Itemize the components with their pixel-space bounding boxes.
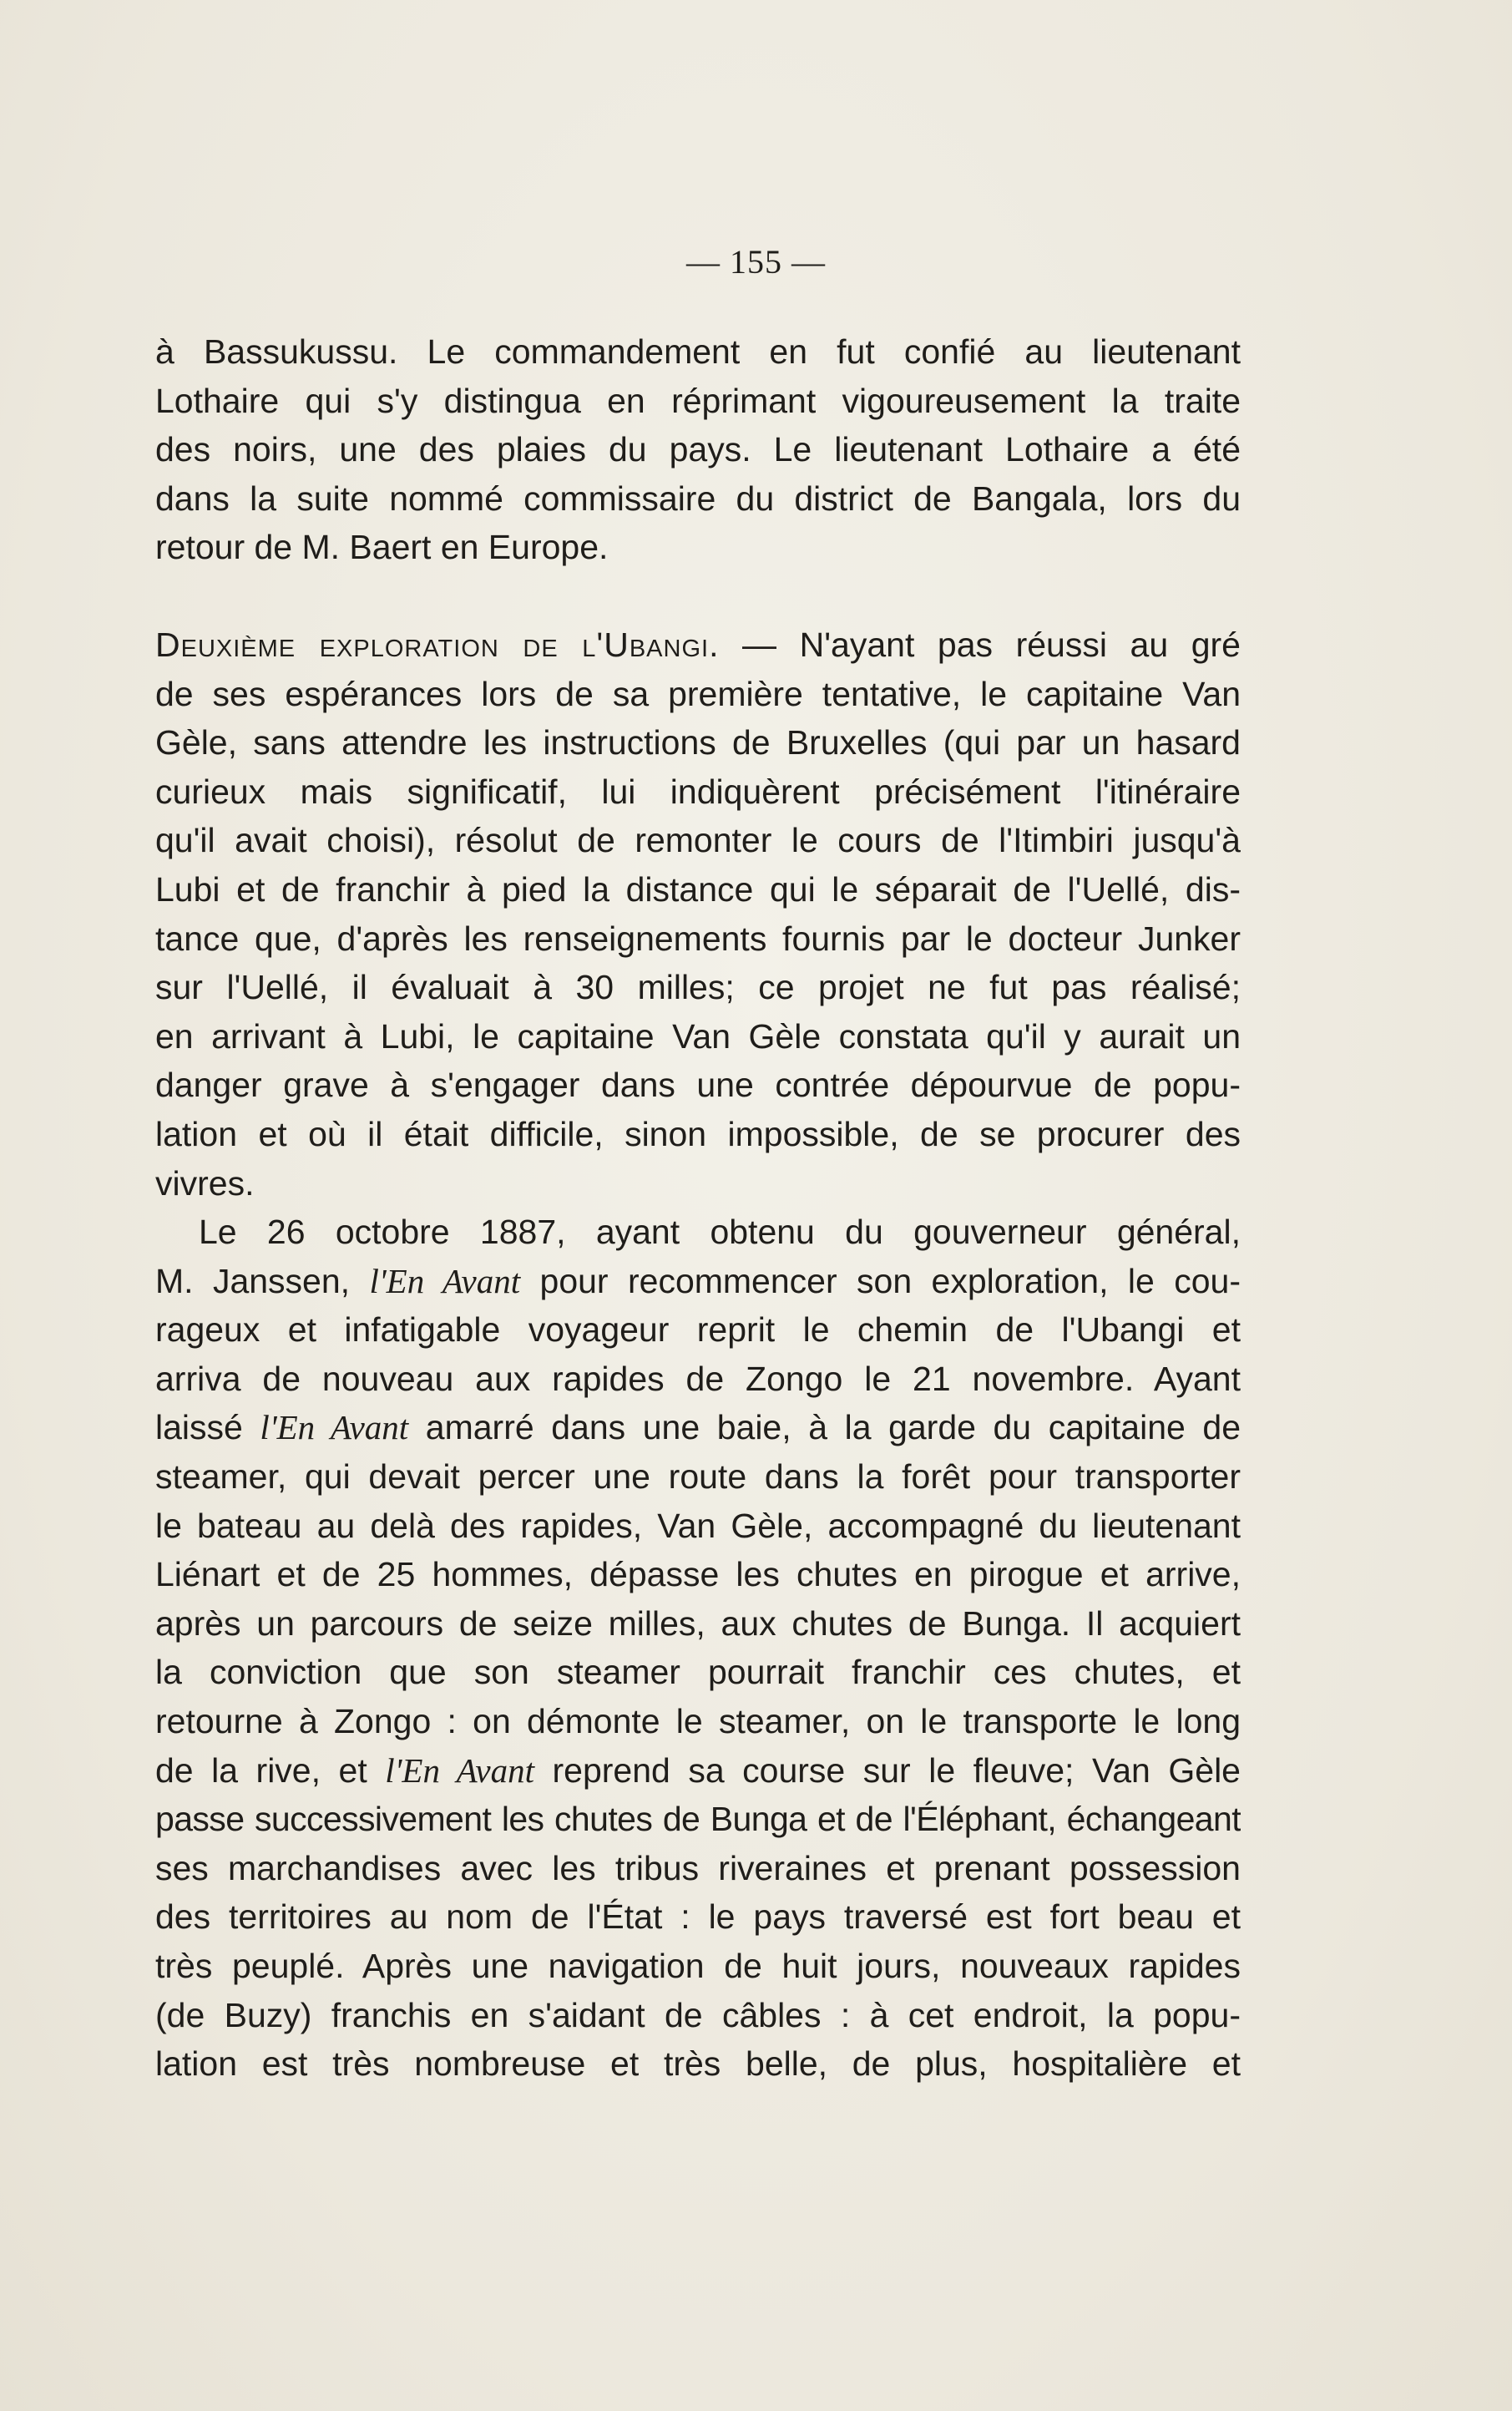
text-fragment: reprend sa course sur le fleuve; Van Gèle [552,1750,1241,1790]
text-fragment: de la rive, et [155,1750,367,1790]
text-line: steamer, qui devait percer une route dans la forêt pour transporter [155,1457,1241,1497]
text-line: à Bassukussu. Le commandement en fut confié au lieutenant [155,332,1241,371]
ship-name-italic: l'En Avant [369,1261,521,1300]
paragraph-gap [155,572,1241,620]
text-line: Lothaire qui s'y distingua en réprimant vigoureusement la traite [155,381,1241,420]
text-line: sur l'Uellé, il évaluait à 30 milles; ce projet ne fut pas réalisé; [155,968,1241,1007]
text-line [155,1403,1241,1452]
text-line: ses marchandises avec les tribus riveraines et prenant possession [155,1848,1241,1887]
text-line [155,1746,1241,1796]
text-line: de ses espérances lors de sa première tentative, le capitaine Van [155,674,1241,713]
text-line [155,1257,1241,1306]
text-line: Le 26 octobre 1887, ayant obtenu du gouverneur général, [199,1213,1241,1252]
text-fragment: amarré dans une baie, à la garde du capitaine de [425,1408,1241,1447]
text-line: lation et où il était difficile, sinon impossible, de se procurer des [155,1114,1241,1153]
text-line: tance que, d'après les renseignements fournis par le docteur Junker [155,919,1241,958]
text-line: qu'il avait choisi), résolut de remonter le cours de l'Itimbiri jusqu'à [155,821,1241,860]
text-line: arriva de nouveau aux rapides de Zongo le 21 novembre. Ayant [155,1359,1241,1398]
text-line: danger grave à s'engager dans une contrée dépourvue de popu- [155,1066,1241,1105]
text-line: Lubi et de franchir à pied la distance qui le séparait de l'Uellé, dis- [155,869,1241,909]
text-line: Gèle, sans attendre les instructions de Bruxelles (qui par un hasard [155,723,1241,762]
text-fragment: pour recommencer son exploration, le cou- [539,1261,1241,1300]
text-line: vivres. [155,1163,255,1203]
text-fragment: — N'ayant pas réussi au gré [742,625,1241,664]
body-text [155,327,1241,2089]
text-line: rageux et infatigable voyageur reprit le chemin de l'Ubangi et [155,1310,1241,1350]
text-line: retourne à Zongo : on démonte le steamer, on le transporte le long [155,1702,1241,1741]
text-line: très peuplé. Après une navigation de huit jours, nouveaux rapides [155,1947,1241,1985]
text-line: des territoires au nom de l'État : le pays traversé est fort beau et [155,1897,1241,1937]
text-line: le bateau au delà des rapides, Van Gèle, accompagné du lieutenant [155,1506,1241,1545]
page-number: — 155 — [686,243,826,281]
section-heading: Deuxième exploration de l'Ubangi. [155,625,720,664]
text-fragment: laissé [155,1408,243,1447]
ship-name-italic: l'En Avant [385,1750,534,1790]
text-fragment: M. Janssen, [155,1261,351,1300]
text-line: en arrivant à Lubi, le capitaine Van Gèle constata qu'il y aurait un [155,1016,1241,1056]
text-line: retour de M. Baert en Europe. [155,528,609,567]
text-line: des noirs, une des plaies du pays. Le lieutenant Lothaire a été [155,430,1241,469]
text-line: la conviction que son steamer pourrait franchir ces chutes, et [155,1653,1241,1692]
text-line: passe successivement les chutes de Bunga et de l'Éléphant, échangeant [155,1800,1241,1839]
text-line: curieux mais significatif, lui indiquèrent précisément l'itinéraire [155,772,1241,811]
text-line: après un parcours de seize milles, aux chutes de Bunga. Il acquiert [155,1603,1241,1643]
text-line: dans la suite nommé commissaire du district de Bangala, lors du [155,479,1241,518]
text-line: lation est très nombreuse et très belle, de plus, hospitalière et [155,2044,1241,2084]
heading-line [155,620,1241,670]
text-line: (de Buzy) franchis en s'aidant de câbles : à cet endroit, la popu- [155,1995,1241,2034]
ship-name-italic: l'En Avant [260,1408,409,1447]
text-line: Liénart et de 25 hommes, dépasse les chutes en pirogue et arrive, [155,1555,1241,1594]
